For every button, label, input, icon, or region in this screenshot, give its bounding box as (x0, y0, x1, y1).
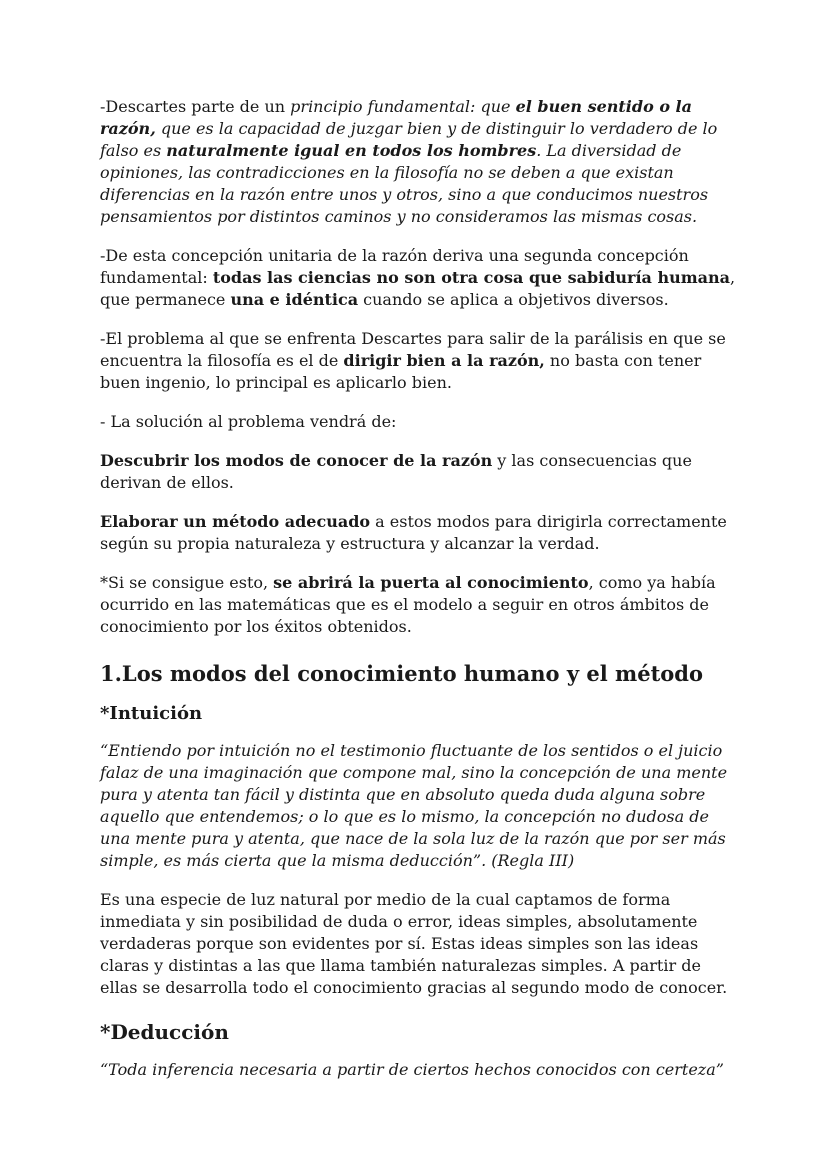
text-run-italic: : que (469, 97, 516, 116)
text-run-italic: principio fundamental (290, 97, 470, 116)
text-run-bold-italic: el buen sentido o la razón, (100, 97, 692, 138)
text-run-italic: que es la capacidad de juzgar bien y de distinguir lo verdadero de lo falso es (100, 119, 718, 160)
text-run: -El problema al que se enfrenta Descartes para salir de la parálisis en que se encuentra la filosofía es el de (100, 329, 726, 370)
paragraph-intuicion-body: Es una especie de luz natural por medio de la cual captamos de forma inmediata y sin posibilidad de duda o error, ideas simples, absolutamente verdaderas porque son evidentes por sí. Estas ideas simples son las ideas claras y distintas a las que llama también naturalezas simples. A partir de ellas se desarrolla todo el conocimiento gracias al segundo modo de conocer. (100, 890, 728, 997)
text-run-bold: se abrirá la puerta al conocimiento (273, 573, 589, 592)
text-run: *Si se consigue esto, (100, 573, 274, 592)
document-page (100, 96, 740, 1098)
paragraph-method (100, 511, 740, 555)
text-run-bold-italic: naturalmente igual en todos los hombres (166, 141, 537, 160)
heading-deduccion: *Deducción (100, 1020, 229, 1044)
text-run-bold: dirigir bien a la razón, (343, 351, 545, 370)
text-run-bold: una e idéntica (230, 290, 359, 309)
text-run: , que permanece (100, 268, 736, 309)
text-run: -Descartes parte de un (100, 97, 291, 116)
paragraph-solution-intro: - La solución al problema vendrá de: (100, 412, 397, 431)
quote-deduccion: “Toda inferencia necesaria a partir de ciertos hechos conocidos con certeza” (100, 1060, 724, 1079)
text-run-bold: Elaborar un método adecuado (100, 512, 371, 531)
text-run-italic: . La diversidad de opiniones, las contradicciones en la filosofía no se deben a que existan diferencias en la razón entre unos y otros, sino a que conducimos nuestros pensamientos por distintos caminos y no consideramos las mismas cosas. (100, 141, 709, 226)
paragraph-knowledge-door (100, 572, 740, 638)
paragraph-discover-modes (100, 450, 740, 494)
text-run: y las consecuencias que derivan de ellos. (100, 451, 692, 492)
paragraph-problem (100, 328, 740, 394)
section-title: 1.Los modos del conocimiento humano y el método (100, 661, 703, 686)
paragraph-unitary-reason (100, 245, 740, 311)
text-run: cuando se aplica a objetivos diversos. (358, 290, 669, 309)
paragraph-descartes-principle (100, 96, 740, 228)
heading-intuicion: *Intuición (100, 703, 203, 724)
text-run: , como ya había ocurrido en las matemáticas que es el modelo a seguir en otros ámbitos de conocimiento por los éxitos obtenidos. (100, 573, 716, 636)
quote-intuicion: “Entiendo por intuición no el testimonio fluctuante de los sentidos o el juicio falaz de una imaginación que compone mal, sino la concepción de una mente pura y atenta tan fácil y distinta que en absoluto queda duda alguna sobre aquello que entendemos; o lo que es lo mismo, la concepción no dudosa de una mente pura y atenta, que nace de la sola luz de la razón que por ser más simple, es más cierta que la misma deducción”. (Regla III) (100, 741, 728, 870)
text-run-bold: todas las ciencias no son otra cosa que sabiduría humana (212, 268, 731, 287)
text-run-bold: Descubrir los modos de conocer de la razón (100, 451, 493, 470)
text-run: a estos modos para dirigirla correctamente según su propia naturaleza y estructura y alcanzar la verdad. (100, 512, 727, 553)
text-run: no basta con tener buen ingenio, lo principal es aplicarlo bien. (100, 351, 702, 392)
text-run: -De esta concepción unitaria de la razón deriva una segunda concepción fundamental: (100, 246, 689, 287)
